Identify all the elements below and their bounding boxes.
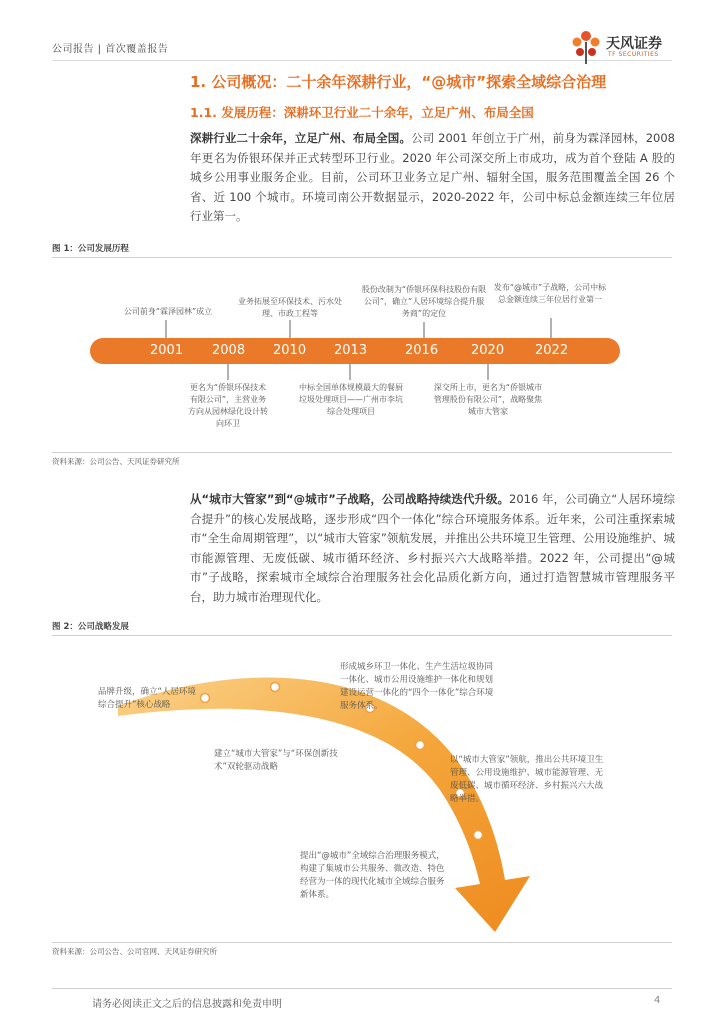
- subsection-heading: 1.1. 发展历程：深耕环卫行业二十余年，立足广州、布局全国: [190, 105, 534, 120]
- strategy-step-brand-upgrade: 品牌升级，确立“人居环境综合提升”核心战略: [98, 687, 196, 710]
- note-2010: 业务拓展至环保技术、污水处理、市政工程等: [238, 297, 342, 318]
- note-2022: 发布“@城市”子战略，公司中标总金额连续三年位居行业第一: [493, 283, 607, 304]
- year-2016: 2016: [405, 343, 439, 358]
- section-heading: 1. 公司概况：二十余年深耕行业，“@城市”探索全域综合治理: [190, 73, 607, 91]
- strategy-step-four-integration: 形成城乡环卫一体化、生产生活垃圾协同一体化、城市公用设施维护一体化和规划建设运营一体化的“四个一体化”综合环境服务体系。: [340, 662, 494, 711]
- figure2-title: 图 2：公司战略发展: [52, 622, 129, 632]
- brand-name: 天风证券: [606, 36, 662, 52]
- figure2-source: 资料来源：公司公告、公司官网、天风证券研究所: [52, 947, 217, 956]
- strategy-step-at-city: 提出“@城市”全域综合治理服务模式，构建了集城市公共服务、微改造、特色经营为一体的现代化城市全域综合服务新体系。: [300, 851, 445, 900]
- paragraph-body: 公司 2001 年创立于广州，前身为霖泽园林，2008 年更名为侨银环保并正式转型环卫行业。2020 年公司深交所上市成功，成为首个登陆 A 股的城乡公用事业服务企业。目前，公司环卫业务立足广州、辐射全国，服务范围覆盖全国 26 个省、近 100 个城市。环境司南公开数据显示，2020-2022 年，公司中标总金额连续三年位居行业第一。: [190, 131, 675, 223]
- strategy-step-dual-drive: 建立“城市大管家”与“环保创新技术”双轮驱动战略: [214, 749, 338, 772]
- page-number: 4: [654, 995, 661, 1006]
- note-2008: 更名为“侨银环保技术有限公司”，主营业务方向从园林绿化设计转向环卫: [188, 383, 268, 428]
- year-2010: 2010: [273, 343, 307, 358]
- note-2001: 公司前身“霖泽园林”成立: [123, 307, 213, 316]
- note-2016: 股份改制为“侨银环保科技股份有限公司”，确立“人居环境综合提升服务商”的定位: [361, 285, 487, 318]
- year-2022: 2022: [535, 343, 569, 358]
- note-2020: 深交所上市，更名为“侨银城市管理股份有限公司”，战略聚焦城市大管家: [433, 383, 543, 416]
- figure2-bottom-rule: [52, 942, 672, 943]
- year-2008: 2008: [212, 343, 246, 358]
- report-type: 公司报告 | 首次覆盖报告: [52, 44, 169, 55]
- footer-divider: [52, 988, 672, 989]
- note-2013: 中标全国单体规模最大的餐厨垃圾处理项目——广州市李坑综合处理项目: [299, 383, 403, 416]
- footer-disclaimer: 请务必阅读正文之后的信息披露和免责申明: [92, 999, 282, 1010]
- strategy-step-six-measures: 以“城市大管家”领航，推出公共环境卫生管理、公用设施维护、城市能源管理、无废低碳、城市循环经济、乡村振兴六大战略举措。: [450, 755, 604, 804]
- paragraph-body: 2016 年，公司确立“人居环境综合提升”的核心发展战略，逐步形成“四个一体化”综合环境服务体系。近年来，公司注重探索城市“全生命周期管理”，以“城市大管家”领航发展，并推出公共环境卫生管理、公用设施维护、城市能源管理、无废低碳、城市循环经济、乡村振兴六大战略举措。2022 年，公司提出“@城市”子战略，探索城市全域综合治理服务社会化品质化新方向，通过打造智慧城市管理服务平台，助力城市治理现代化。: [190, 492, 675, 604]
- paragraph-lead: 从“城市大管家”到“@城市”子战略，公司战略持续迭代升级。: [190, 492, 510, 506]
- year-2020: 2020: [471, 343, 505, 358]
- figure1-source: 资料来源：公司公告、天风证券研究所: [52, 457, 180, 466]
- brand-en: TF SECURITIES: [608, 51, 659, 58]
- paragraph-lead: 深耕行业二十余年，立足广州、布局全国。: [190, 131, 412, 145]
- figure1-title: 图 1：公司发展历程: [52, 244, 129, 254]
- year-2001: 2001: [150, 343, 184, 358]
- year-2013: 2013: [334, 343, 368, 358]
